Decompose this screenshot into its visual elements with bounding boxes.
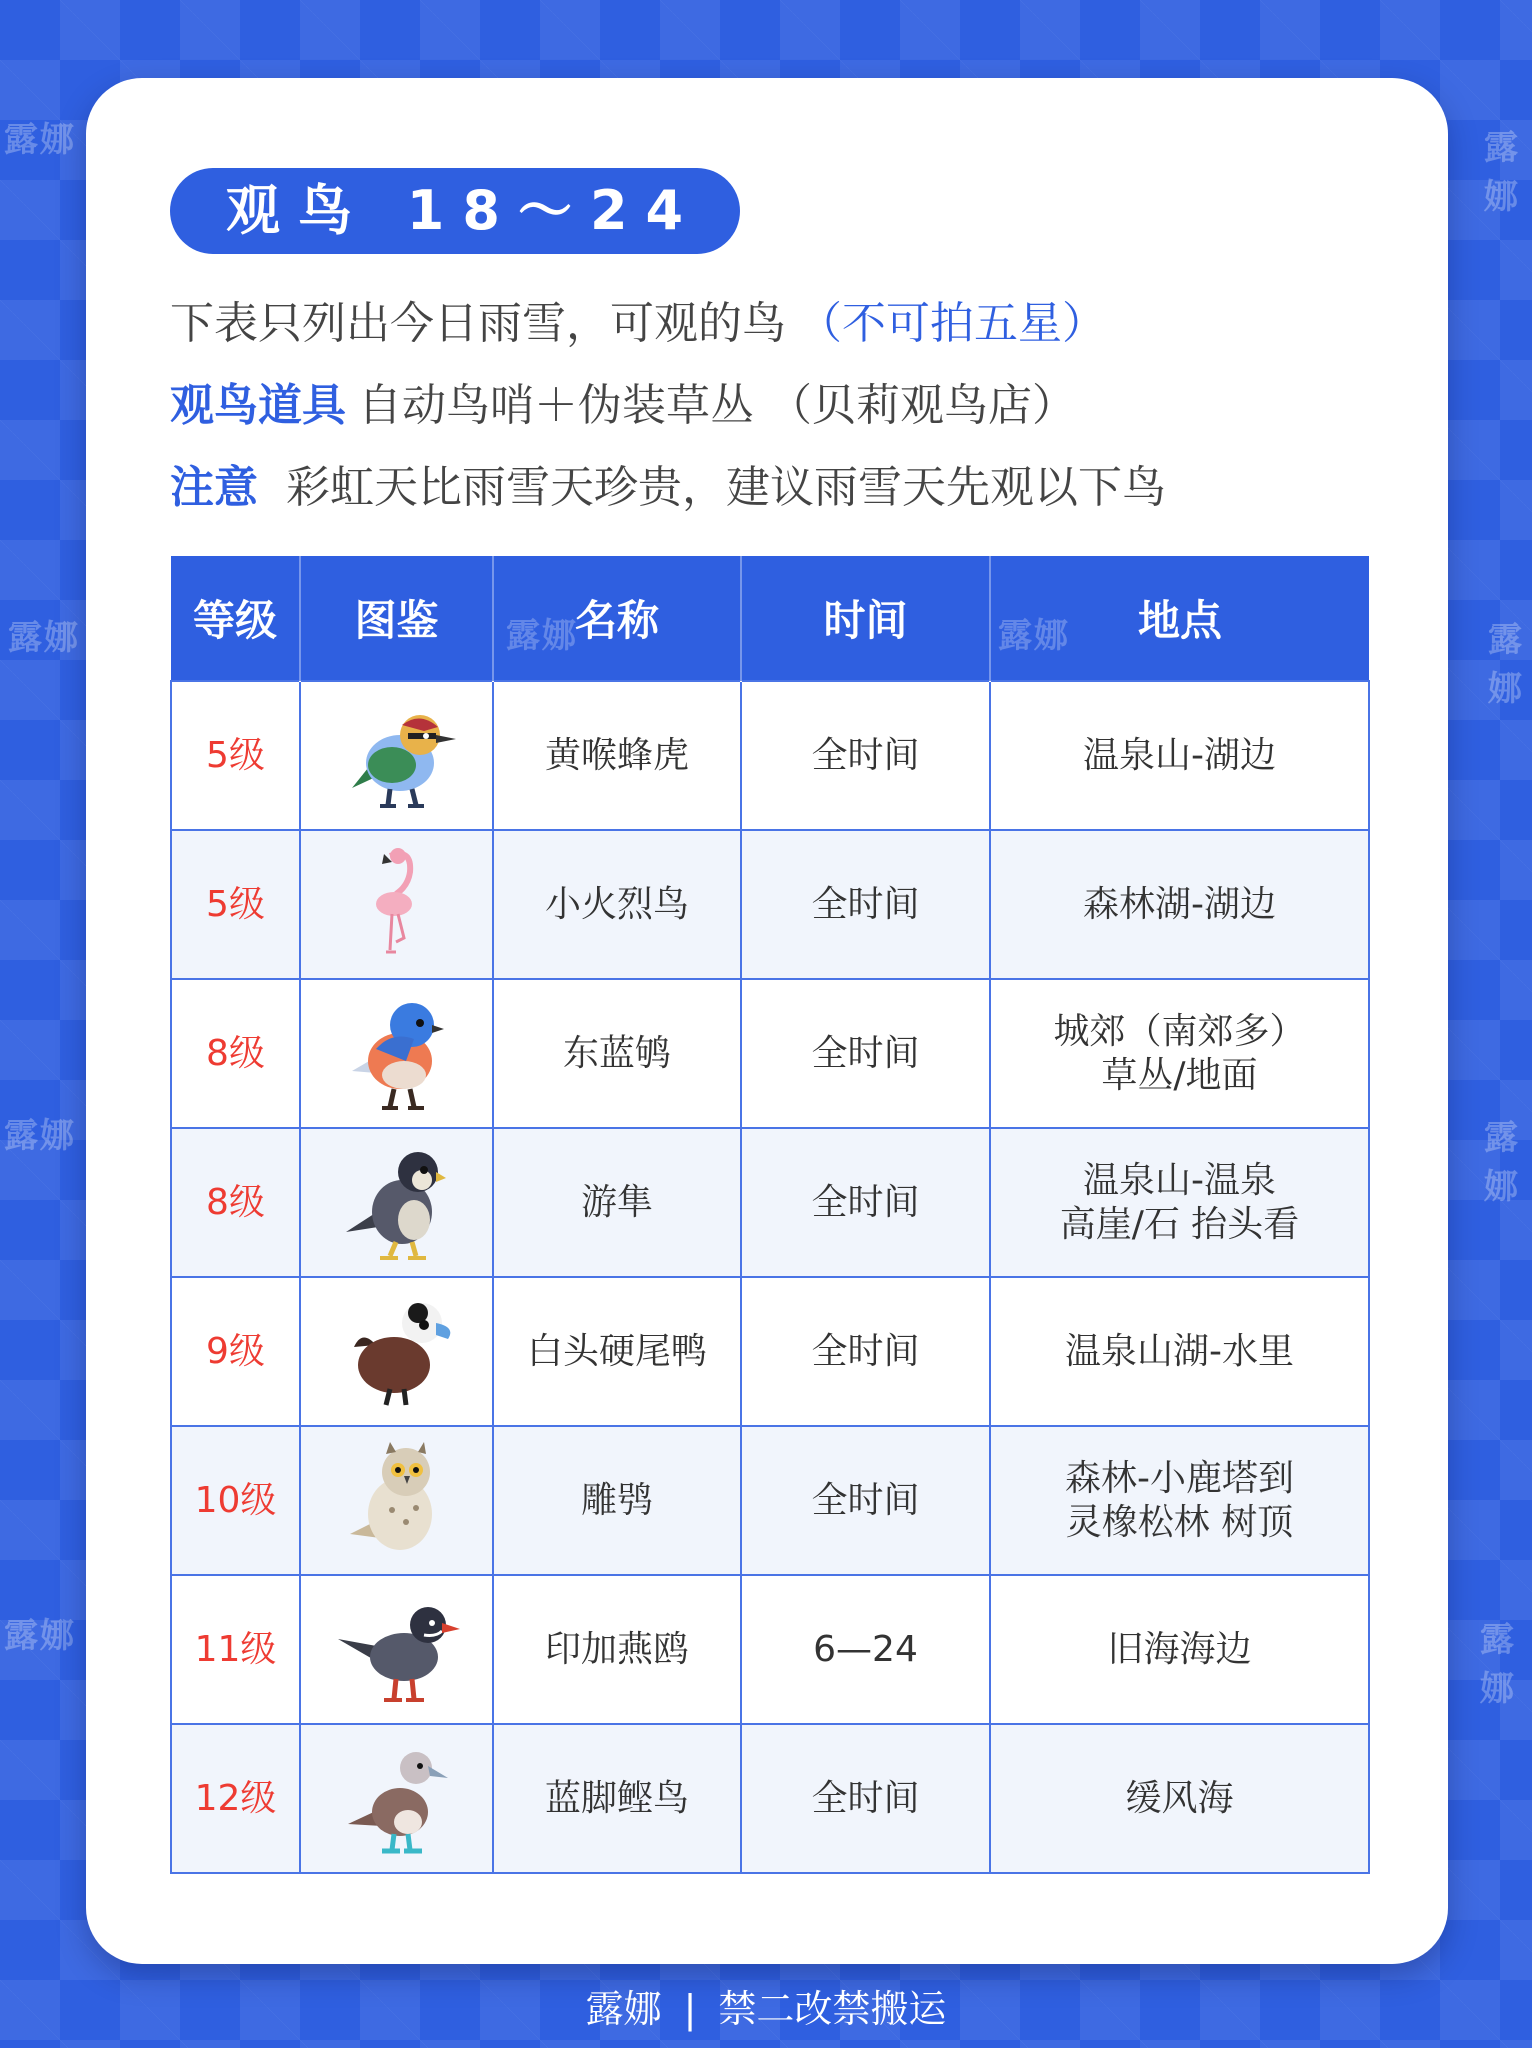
location-line: 温泉山-温泉 — [1083, 1159, 1276, 1201]
table-header-row — [171, 556, 1369, 681]
location-cell — [990, 979, 1369, 1128]
intro-line-3 — [170, 458, 1166, 518]
header-icon: 图鉴 — [300, 556, 493, 681]
table-row — [171, 830, 1369, 979]
name-cell: 东蓝鸲 — [493, 979, 741, 1128]
time-cell: 全时间 — [741, 1128, 990, 1277]
table-row — [171, 681, 1369, 830]
watermark: 露娜 — [998, 616, 1070, 656]
time-cell: 全时间 — [741, 681, 990, 830]
table-row — [171, 1277, 1369, 1426]
footer — [0, 1984, 1532, 2034]
owl-bird-icon — [332, 1438, 462, 1563]
tools-label: 观鸟道具 — [170, 380, 346, 431]
location-cell — [990, 830, 1369, 979]
flamingo-bird-icon — [332, 842, 462, 967]
watermark: 露娜 — [1488, 620, 1524, 709]
location-line: 草丛/地面 — [1101, 1054, 1258, 1096]
level-cell: 8级 — [171, 1128, 300, 1277]
location-line: 温泉山-湖边 — [1083, 734, 1276, 776]
table-row — [171, 979, 1369, 1128]
icon-cell — [300, 1575, 493, 1724]
level-cell: 10级 — [171, 1426, 300, 1575]
location-line: 温泉山湖-水里 — [1065, 1330, 1294, 1372]
location-line: 旧海海边 — [1107, 1628, 1252, 1670]
location-line: 森林-小鹿塔到 — [1065, 1457, 1294, 1499]
header-time: 时间 — [741, 556, 990, 681]
intro-text: 下表只列出今日雨雪，可观的鸟 — [170, 298, 786, 349]
icon-cell — [300, 681, 493, 830]
name-cell: 印加燕鸥 — [493, 1575, 741, 1724]
header-level: 等级 — [171, 556, 300, 681]
notice-label: 注意 — [170, 462, 258, 513]
location-line: 缓风海 — [1125, 1777, 1234, 1819]
time-cell: 6—24 — [741, 1575, 990, 1724]
bee-eater-bird-icon — [332, 693, 462, 818]
bird-table — [170, 556, 1368, 1874]
intro-line-2 — [170, 376, 1076, 436]
tern-bird-icon — [332, 1587, 462, 1712]
footer-separator: | — [683, 1987, 697, 2031]
table-row — [171, 1128, 1369, 1277]
name-cell: 雕鸮 — [493, 1426, 741, 1575]
location-cell — [990, 1277, 1369, 1426]
watermark: 露娜 — [4, 1116, 76, 1156]
time-cell: 全时间 — [741, 1724, 990, 1873]
table-row — [171, 1724, 1369, 1873]
location-cell — [990, 1426, 1369, 1575]
time-cell: 全时间 — [741, 830, 990, 979]
page-title: 观鸟 18～24 — [170, 168, 740, 254]
icon-cell — [300, 1128, 493, 1277]
icon-cell — [300, 1277, 493, 1426]
name-cell: 黄喉蜂虎 — [493, 681, 741, 830]
name-cell: 小火烈鸟 — [493, 830, 741, 979]
icon-cell — [300, 1724, 493, 1873]
table-row — [171, 1575, 1369, 1724]
footer-author: 露娜 — [585, 1987, 662, 2031]
intro-note: （不可拍五星） — [798, 298, 1106, 349]
booby-bird-icon — [332, 1736, 462, 1861]
level-cell: 5级 — [171, 830, 300, 979]
table-row — [171, 1426, 1369, 1575]
intro-line-1 — [170, 294, 1106, 354]
time-cell: 全时间 — [741, 1426, 990, 1575]
watermark: 露娜 — [8, 618, 80, 658]
name-cell: 蓝脚鲣鸟 — [493, 1724, 741, 1873]
header-location: 地点 — [990, 556, 1369, 681]
location-line: 高崖/石 抬头看 — [1059, 1203, 1300, 1245]
time-cell: 全时间 — [741, 1277, 990, 1426]
level-cell: 8级 — [171, 979, 300, 1128]
icon-cell — [300, 830, 493, 979]
level-cell: 12级 — [171, 1724, 300, 1873]
notice-text: 彩虹天比雨雪天珍贵，建议雨雪天先观以下鸟 — [286, 462, 1166, 513]
duck-bird-icon — [332, 1289, 462, 1414]
time-cell: 全时间 — [741, 979, 990, 1128]
location-cell — [990, 1724, 1369, 1873]
icon-cell — [300, 979, 493, 1128]
location-cell — [990, 1575, 1369, 1724]
watermark: 露娜 — [506, 616, 578, 656]
header-name: 名称 — [493, 556, 741, 681]
icon-cell — [300, 1426, 493, 1575]
bluebird-icon — [332, 991, 462, 1116]
level-cell: 9级 — [171, 1277, 300, 1426]
footer-notice: 禁二改禁搬运 — [718, 1987, 947, 2031]
location-line: 城郊（南郊多） — [1053, 1010, 1306, 1052]
falcon-bird-icon — [332, 1140, 462, 1265]
level-cell: 11级 — [171, 1575, 300, 1724]
watermark: 露娜 — [1484, 128, 1520, 217]
location-cell — [990, 1128, 1369, 1277]
location-line: 灵橡松林 树顶 — [1065, 1501, 1294, 1543]
watermark: 露娜 — [1484, 1118, 1520, 1207]
watermark: 露娜 — [4, 120, 76, 160]
tools-text: 自动鸟哨＋伪装草丛 （贝莉观鸟店） — [358, 380, 1076, 431]
content-card — [86, 78, 1448, 1964]
level-cell: 5级 — [171, 681, 300, 830]
location-line: 森林湖-湖边 — [1083, 883, 1276, 925]
location-cell — [990, 681, 1369, 830]
name-cell: 白头硬尾鸭 — [493, 1277, 741, 1426]
watermark: 露娜 — [4, 1616, 76, 1656]
watermark: 露娜 — [1480, 1620, 1516, 1709]
name-cell: 游隼 — [493, 1128, 741, 1277]
